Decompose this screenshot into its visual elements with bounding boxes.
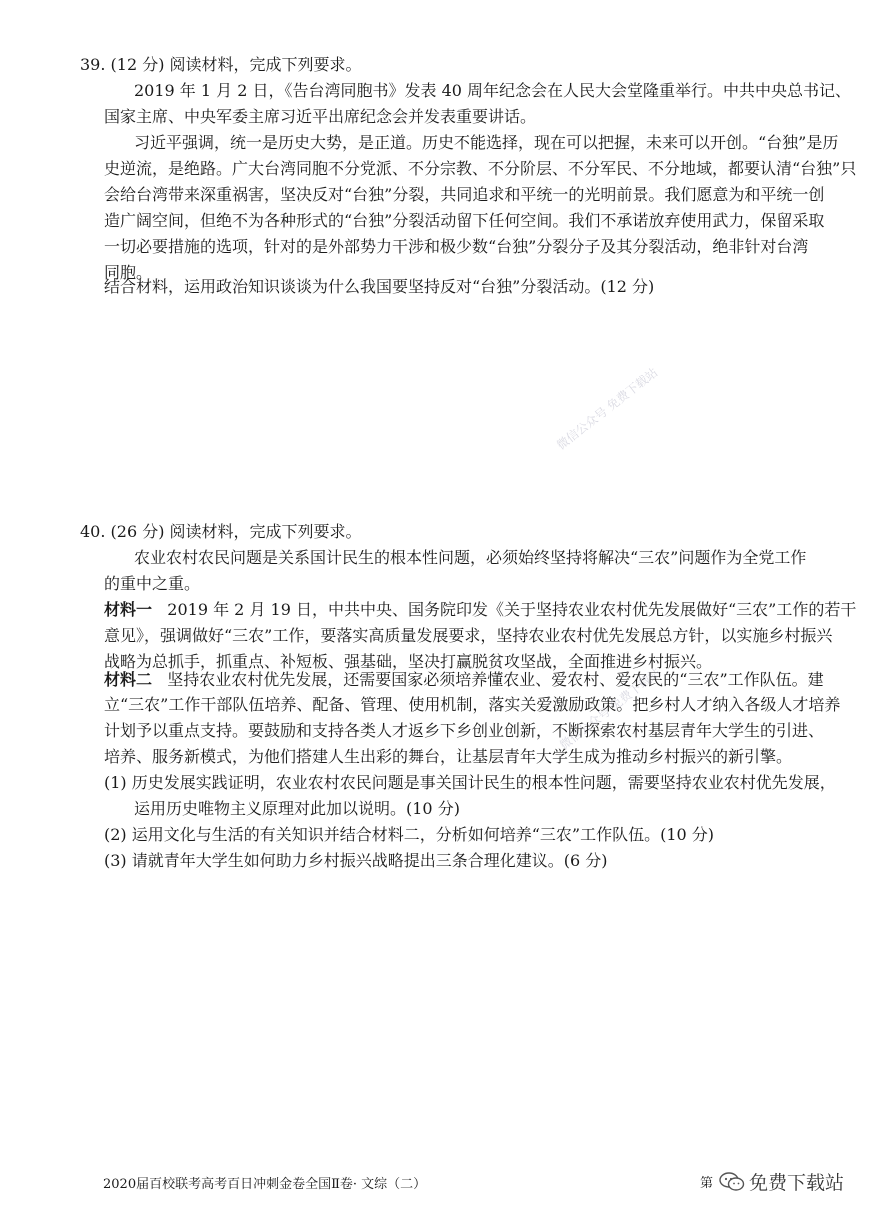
wechat-icon [719, 1171, 745, 1193]
material1-label: 材料一 [104, 600, 153, 619]
footer-text: 2020届百校联考高考百日冲刺金卷全国Ⅱ卷· 文综（二） [103, 1177, 427, 1192]
q39-heading: 39. (12 分) 阅读材料，完成下列要求。 [80, 55, 362, 74]
q40-sub1-line-2: 运用历史唯物主义原理对此加以说明。(10 分) [134, 799, 460, 818]
q40-heading: 40. (26 分) 阅读材料，完成下列要求。 [80, 522, 362, 541]
material2-label: 材料二 [104, 670, 153, 689]
q39-material-line-3: 习近平强调，统一是历史大势，是正道。历史不能选择，现在可以把握，未来可以开创。“台独”是历 [134, 133, 839, 152]
q39-material-line-8: 同胞。 [104, 263, 153, 282]
q39-material-line-7: 一切必要措施的选项，针对的是外部势力干涉和极少数“台独”分裂分子及其分裂活动，绝非针对台湾 [104, 237, 809, 256]
q39-material-line-6: 造广阔空间，但绝不为各种形式的“台独”分裂活动留下任何空间。我们不承诺放弃使用武力，保留采取 [104, 211, 825, 230]
watermark: 微信公众号 免费下载站 [554, 365, 661, 453]
q40-intro-line-1: 农业农村农民问题是关系国计民生的根本性问题，必须始终坚持将解决“三农”问题作为全党工作 [134, 548, 807, 567]
material1-text-1: 2019 年 2 月 19 日，中共中央、国务院印发《关于坚持农业农村优先发展做好“三农”工作的若干 [167, 600, 857, 619]
page-number-prefix: 第 [700, 1176, 714, 1191]
q39-material-line-4: 史逆流，是绝路。广大台湾同胞不分党派、不分宗教、不分阶层、不分军民、不分地域，都要认清“台独”只 [104, 159, 857, 178]
q40-material2-line-3: 计划予以重点支持。要鼓励和支持各类人才返乡下乡创业创新，不断探索农村基层青年大学生的引进、 [104, 721, 825, 740]
q40-sub1-line-1: (1) 历史发展实践证明，农业农村农民问题是事关国计民生的根本性问题，需要坚持农业农村优先发展， [104, 773, 836, 792]
q39-material-line-2: 国家主席、中央军委主席习近平出席纪念会并发表重要讲话。 [104, 107, 537, 126]
material2-text-1: 坚持农业农村优先发展，还需要国家必须培养懂农业、爱农村、爱农民的“三农”工作队伍。建 [167, 670, 824, 689]
q40-material2-line-4: 培养、服务新模式，为他们搭建人生出彩的舞台，让基层青年大学生成为推动乡村振兴的新引擎。 [104, 747, 793, 766]
q40-material1-line-2: 意见》，强调做好“三农”工作，要落实高质量发展要求，坚持农业农村优先发展总方针，以实施乡村振兴 [104, 626, 833, 645]
footer-brand [700, 1168, 844, 1195]
q40-material2-line-1 [104, 667, 824, 693]
q39-material-line-5: 会给台湾带来深重祸害，坚决反对“台独”分裂，共同追求和平统一的光明前景。我们愿意为和平统一创 [104, 185, 825, 204]
q40-sub2: (2) 运用文化与生活的有关知识并结合材料二，分析如何培养“三农”工作队伍。(10 分) [104, 825, 715, 844]
q40-material1-line-1 [104, 597, 856, 623]
brand-name: 免费下载站 [749, 1172, 845, 1194]
watermark-2: 微信公众号 免费下载站 [557, 665, 664, 753]
q40-material1-line-3: 战略为总抓手，抓重点、补短板、强基础，坚决打赢脱贫攻坚战，全面推进乡村振兴。 [104, 652, 713, 671]
q39-material-line-1: 2019 年 1 月 2 日，《告台湾同胞书》发表 40 周年纪念会在人民大会堂隆重举行。中共中央总书记、 [134, 81, 852, 100]
q40-material2-line-2: 立“三农”工作干部队伍培养、配备、管理、使用机制，落实关爱激励政策。把乡村人才纳入各级人才培养 [104, 695, 841, 714]
q39-question: 结合材料，运用政治知识谈谈为什么我国要坚持反对“台独”分裂活动。(12 分) [104, 277, 655, 296]
q40-sub3: (3) 请就青年大学生如何助力乡村振兴战略提出三条合理化建议。(6 分) [104, 851, 608, 870]
q40-intro-line-2: 的重中之重。 [104, 574, 201, 593]
